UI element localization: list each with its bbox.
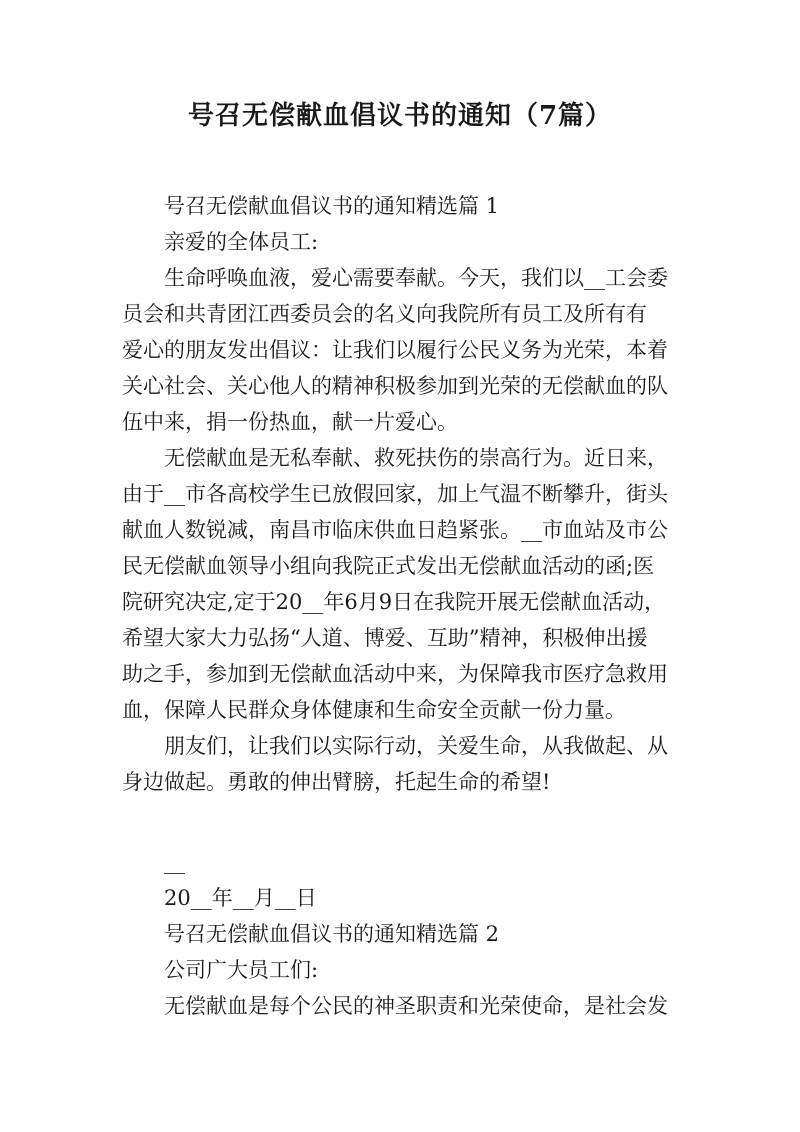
section-heading-1: 号召无偿献血倡议书的通知精选篇 1 [164, 194, 500, 218]
paragraph-line: 员会和共青团江西委员会的名义向我院所有员工及所有有 [122, 302, 647, 326]
paragraph-line: 关心社会、关心他人的精神积极参加到光荣的无偿献血的队 [122, 374, 668, 398]
paragraph-line: 献血人数锐减，南昌市临床供血日趋紧张。__市血站及市公 [122, 518, 668, 542]
paragraph-line: 爱心的朋友发出倡议：让我们以履行公民义务为光荣，本着 [122, 338, 668, 362]
paragraph-line: 院研究决定,定于20__年6月9日在我院开展无偿献血活动， [122, 590, 666, 614]
paragraph-line: 由于__市各高校学生已放假回家，加上气温不断攀升，街头 [122, 482, 668, 506]
signature-blank: __ [164, 850, 185, 874]
salutation: 公司广大员工们: [164, 958, 319, 982]
document-body [122, 188, 688, 1024]
paragraph-line: 无偿献血是无私奉献、救死扶伤的崇高行为。近日来， [164, 446, 668, 470]
salutation: 亲爱的全体员工: [164, 230, 319, 254]
paragraph-line: 生命呼唤血液，爱心需要奉献。今天，我们以__工会委 [164, 266, 668, 290]
paragraph-line: 伍中来，捐一份热血，献一片爱心。 [122, 410, 458, 434]
date-line: 20__年__月__日 [164, 886, 317, 910]
paragraph-line: 民无偿献血领导小组向我院正式发出无偿献血活动的函;医 [122, 554, 655, 578]
paragraph-line: 希望大家大力弘扬“人道、博爱、互助”精神，积极伸出援 [122, 626, 648, 650]
section-heading-2: 号召无偿献血倡议书的通知精选篇 2 [164, 922, 500, 946]
paragraph-line: 血，保障人民群众身体健康和生命安全贡献一份力量。 [122, 698, 626, 722]
spacer [122, 800, 688, 844]
document-title: 号召无偿献血倡议书的通知（7篇） [187, 101, 613, 131]
paragraph-line: 无偿献血是每个公民的神圣职责和光荣使命，是社会发 [164, 994, 668, 1018]
paragraph-line: 身边做起。勇敢的伸出臂膀，托起生命的希望! [122, 770, 551, 794]
paragraph-line: 助之手，参加到无偿献血活动中来，为保障我市医疗急救用 [122, 662, 668, 686]
paragraph-line: 朋友们，让我们以实际行动，关爱生命，从我做起、从 [164, 734, 668, 758]
